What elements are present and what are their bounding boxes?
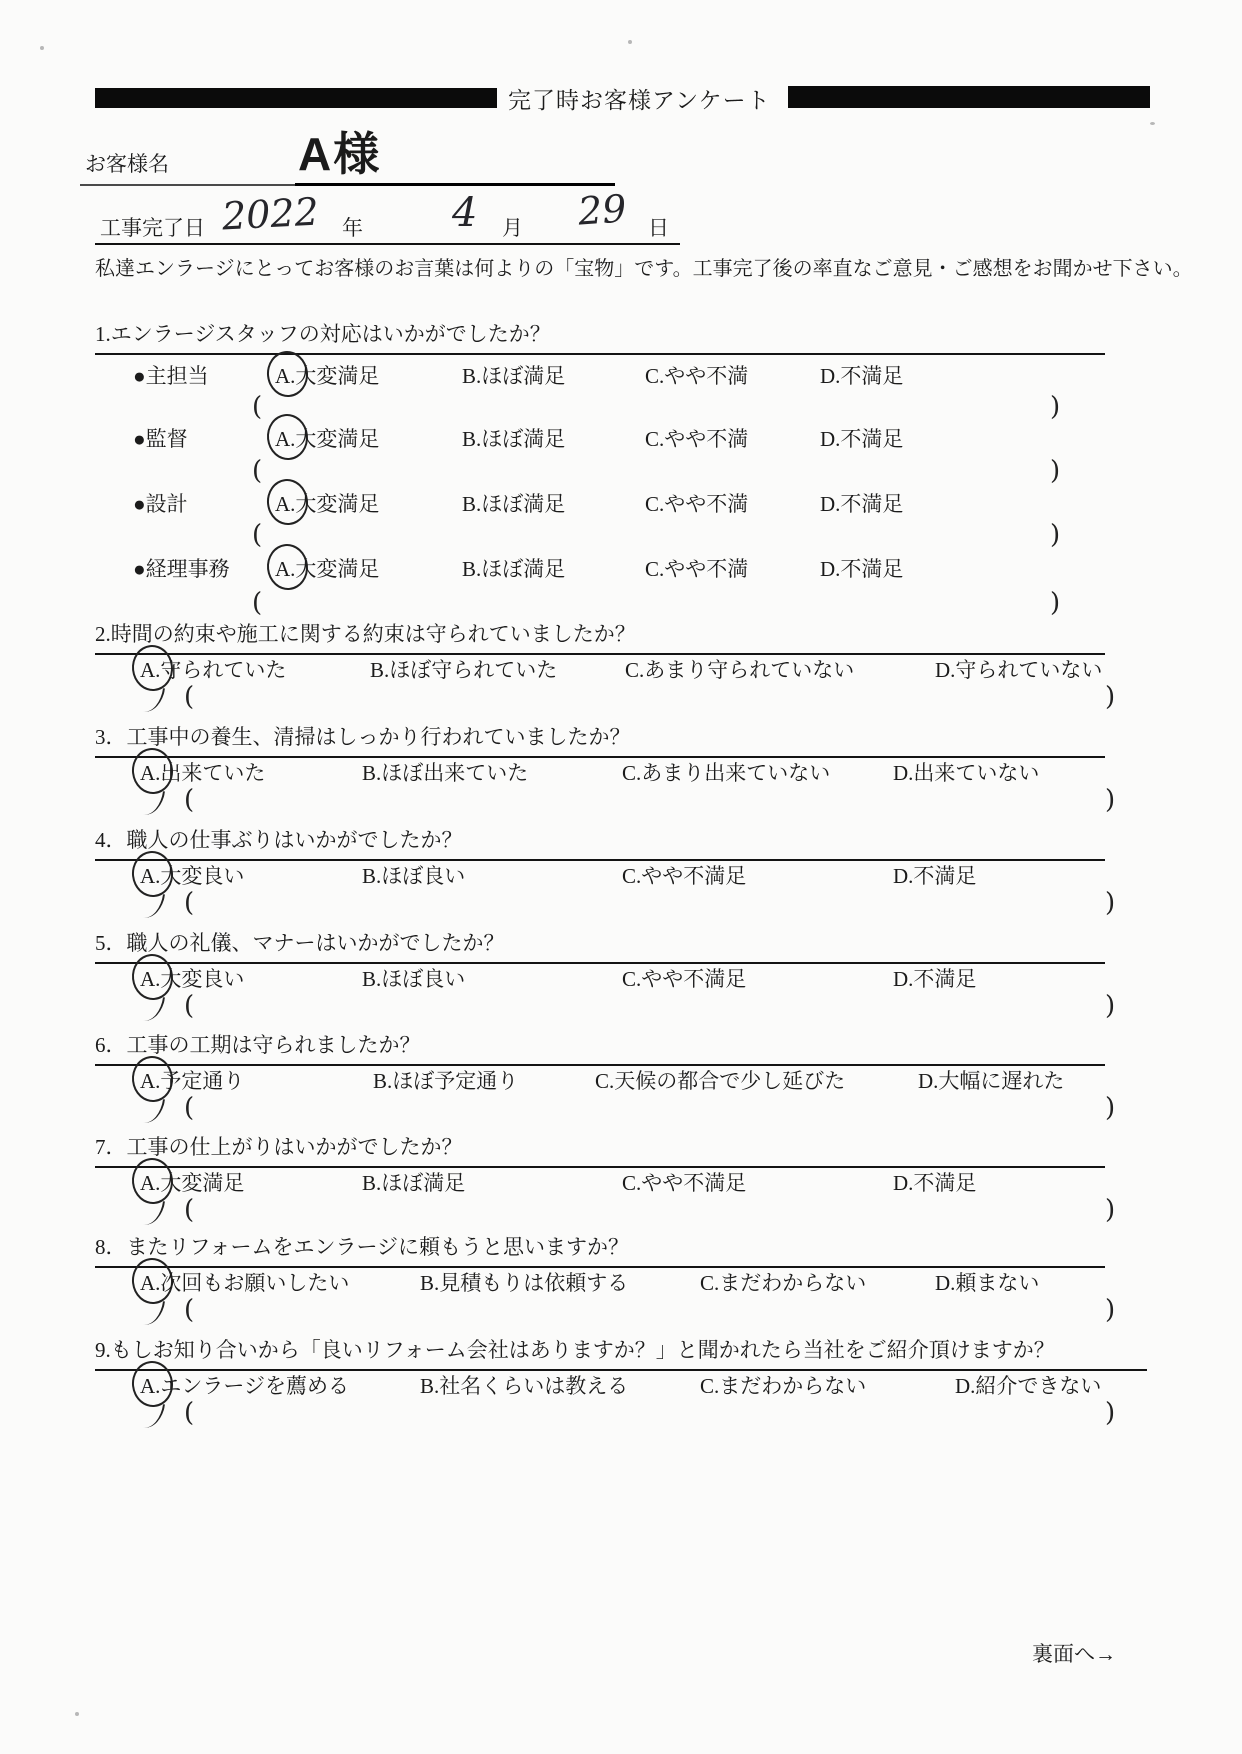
option-a-selected: A.大変満足 xyxy=(275,488,379,518)
option-d: D.出来ていない xyxy=(893,761,1040,785)
paren-close: ) xyxy=(1050,588,1061,618)
q1-row-main-staff xyxy=(0,360,1242,390)
question-title: 2.時間の約束や施工に関する約束は守られていましたか？ xyxy=(95,618,1105,655)
option-b: B.ほぼ守られていた xyxy=(370,658,558,682)
paren-close: ) xyxy=(1050,456,1061,486)
option-c: C.天候の都合で少し延びた xyxy=(595,1069,846,1093)
q1-row-label: ●設計 xyxy=(133,492,188,516)
option-c: C.やや不満足 xyxy=(622,967,747,991)
option-c: C.やや不満足 xyxy=(622,864,747,888)
page-title: 完了時お客様アンケート xyxy=(508,88,771,113)
scan-speck xyxy=(628,40,632,44)
question-3 xyxy=(0,721,1242,821)
customer-name-label: お客様名 xyxy=(85,152,169,176)
header-right-bar xyxy=(788,86,1150,108)
day-unit: 日 xyxy=(648,216,669,240)
option-c: C.まだわからない xyxy=(700,1374,867,1398)
paren-close: ) xyxy=(1105,1093,1116,1123)
paren-open: ( xyxy=(252,456,263,486)
paren-open: ( xyxy=(184,785,195,815)
option-d: D.不満足 xyxy=(820,492,904,516)
option-b: B.ほぼ出来ていた xyxy=(362,761,529,785)
option-a-selected: A.大変満足 xyxy=(275,423,379,453)
option-d: D.不満足 xyxy=(893,967,977,991)
option-a-selected: A.大変良い xyxy=(140,963,244,993)
option-a-selected: A.エンラージを薦める xyxy=(140,1370,349,1400)
paren-open: ( xyxy=(252,392,263,422)
scan-speck xyxy=(75,1712,79,1716)
paren-open: ( xyxy=(184,1295,195,1325)
option-c: C.まだわからない xyxy=(700,1271,867,1295)
option-c: C.やや不満 xyxy=(645,492,749,516)
question-title: 9.もしお知り合いから「良いリフォーム会社はありますか？」と聞かれたら当社をご紹介頂けますか？ xyxy=(95,1334,1147,1371)
paren-close: ) xyxy=(1105,991,1116,1021)
date-underline xyxy=(95,243,680,245)
paren-open: ( xyxy=(184,1398,195,1428)
option-c: C.やや不満 xyxy=(645,557,749,581)
paren-close: ) xyxy=(1050,392,1061,422)
option-a-selected: A.大変満足 xyxy=(140,1167,244,1197)
paren-open: ( xyxy=(184,682,195,712)
options-row xyxy=(0,963,1242,993)
q1-row-label: ●経理事務 xyxy=(133,557,230,581)
scan-speck xyxy=(1150,122,1155,125)
customer-name-underline-dark xyxy=(295,183,615,186)
option-d: D.大幅に遅れた xyxy=(918,1069,1065,1093)
completion-date-label: 工事完了日 xyxy=(100,216,205,240)
paren-open: ( xyxy=(184,1093,195,1123)
option-a-selected: A.守られていた xyxy=(140,654,286,684)
paren-close: ) xyxy=(1105,1398,1116,1428)
q1-row-design xyxy=(0,488,1242,518)
month-unit: 月 xyxy=(502,216,523,240)
option-d: D.不満足 xyxy=(820,427,904,451)
options-row xyxy=(0,1167,1242,1197)
customer-name-value: A様 xyxy=(298,128,382,180)
option-d: D.不満足 xyxy=(893,1171,977,1195)
option-a-selected: A.出来ていた xyxy=(140,757,265,787)
option-c: C.やや不満 xyxy=(645,364,749,388)
question-5 xyxy=(0,927,1242,1027)
paren-open: ( xyxy=(252,588,263,618)
question-1-title: 1.エンラージスタッフの対応はいかがでしたか？ xyxy=(95,318,1105,355)
option-b: B.ほぼ満足 xyxy=(462,364,566,388)
option-d: D.不満足 xyxy=(820,557,904,581)
handwritten-year: 2022 xyxy=(220,189,320,239)
q1-row-supervisor xyxy=(0,423,1242,453)
option-d: D.不満足 xyxy=(893,864,977,888)
option-c: C.あまり守られていない xyxy=(625,658,855,682)
question-title: 5．職人の礼儀、マナーはいかがでしたか？ xyxy=(95,927,1105,964)
options-row xyxy=(0,1267,1242,1297)
completion-date-row xyxy=(0,186,1242,256)
question-6 xyxy=(0,1029,1242,1129)
paren-open: ( xyxy=(184,888,195,918)
option-a-selected: A.予定通り xyxy=(140,1065,244,1095)
paren-open: ( xyxy=(184,991,195,1021)
option-d: D.不満足 xyxy=(820,364,904,388)
option-c: C.やや不満 xyxy=(645,427,749,451)
question-8 xyxy=(0,1231,1242,1331)
q1-row-label: ●主担当 xyxy=(133,364,209,388)
paren-open: ( xyxy=(252,520,263,550)
option-c: C.やや不満足 xyxy=(622,1171,747,1195)
paren-open: ( xyxy=(184,1195,195,1225)
options-row xyxy=(0,654,1242,684)
intro-text: 私達エンラージにとってお客様のお言葉は何よりの「宝物」です。工事完了後の率直なご意見・ご感想をお聞かせ下さい。 xyxy=(95,258,1193,280)
question-1 xyxy=(0,318,1242,618)
question-title: 7．工事の仕上がりはいかがでしたか？ xyxy=(95,1131,1105,1168)
option-d: D.頼まない xyxy=(935,1271,1040,1295)
option-a-selected: A.大変満足 xyxy=(275,360,379,390)
question-title: 6．工事の工期は守られましたか？ xyxy=(95,1029,1105,1066)
option-b: B.ほぼ満足 xyxy=(462,427,566,451)
q1-row-label: ●監督 xyxy=(133,427,188,451)
option-b: B.ほぼ予定通り xyxy=(373,1069,519,1093)
options-row xyxy=(0,860,1242,890)
scan-speck xyxy=(40,46,44,50)
paren-close: ) xyxy=(1105,888,1116,918)
question-title: 3．工事中の養生、清掃はしっかり行われていましたか？ xyxy=(95,721,1105,758)
paren-close: ) xyxy=(1105,1195,1116,1225)
option-b: B.見積もりは依頼する xyxy=(420,1271,629,1295)
option-d: D.紹介できない xyxy=(955,1374,1102,1398)
option-d: D.守られていない xyxy=(935,658,1103,682)
paren-close: ) xyxy=(1105,785,1116,815)
question-4 xyxy=(0,824,1242,924)
paren-close: ) xyxy=(1050,520,1061,550)
q1-row-accounting xyxy=(0,553,1242,583)
paren-close: ) xyxy=(1105,1295,1116,1325)
question-title: 4．職人の仕事ぶりはいかがでしたか？ xyxy=(95,824,1105,861)
handwritten-month: 4 xyxy=(452,190,478,236)
option-a-selected: A.次回もお願いしたい xyxy=(140,1267,349,1297)
header-left-bar xyxy=(95,88,497,108)
question-9 xyxy=(0,1334,1242,1434)
options-row xyxy=(0,1065,1242,1095)
question-2 xyxy=(0,618,1242,718)
option-b: B.ほぼ満足 xyxy=(362,1171,466,1195)
option-a-selected: A.大変満足 xyxy=(275,553,379,583)
option-b: B.社名くらいは教える xyxy=(420,1374,629,1398)
option-a-selected: A.大変良い xyxy=(140,860,244,890)
next-page-note: 裏面へ→ xyxy=(1032,1642,1116,1666)
option-c: C.あまり出来ていない xyxy=(622,761,831,785)
option-b: B.ほぼ満足 xyxy=(462,557,566,581)
option-b: B.ほぼ良い xyxy=(362,864,466,888)
handwritten-day: 29 xyxy=(576,186,628,234)
option-b: B.ほぼ良い xyxy=(362,967,466,991)
question-7 xyxy=(0,1131,1242,1231)
paren-close: ) xyxy=(1105,682,1116,712)
option-b: B.ほぼ満足 xyxy=(462,492,566,516)
options-row xyxy=(0,757,1242,787)
question-title: 8．またリフォームをエンラージに頼もうと思いますか？ xyxy=(95,1231,1105,1268)
options-row xyxy=(0,1370,1242,1400)
year-unit: 年 xyxy=(342,216,363,240)
